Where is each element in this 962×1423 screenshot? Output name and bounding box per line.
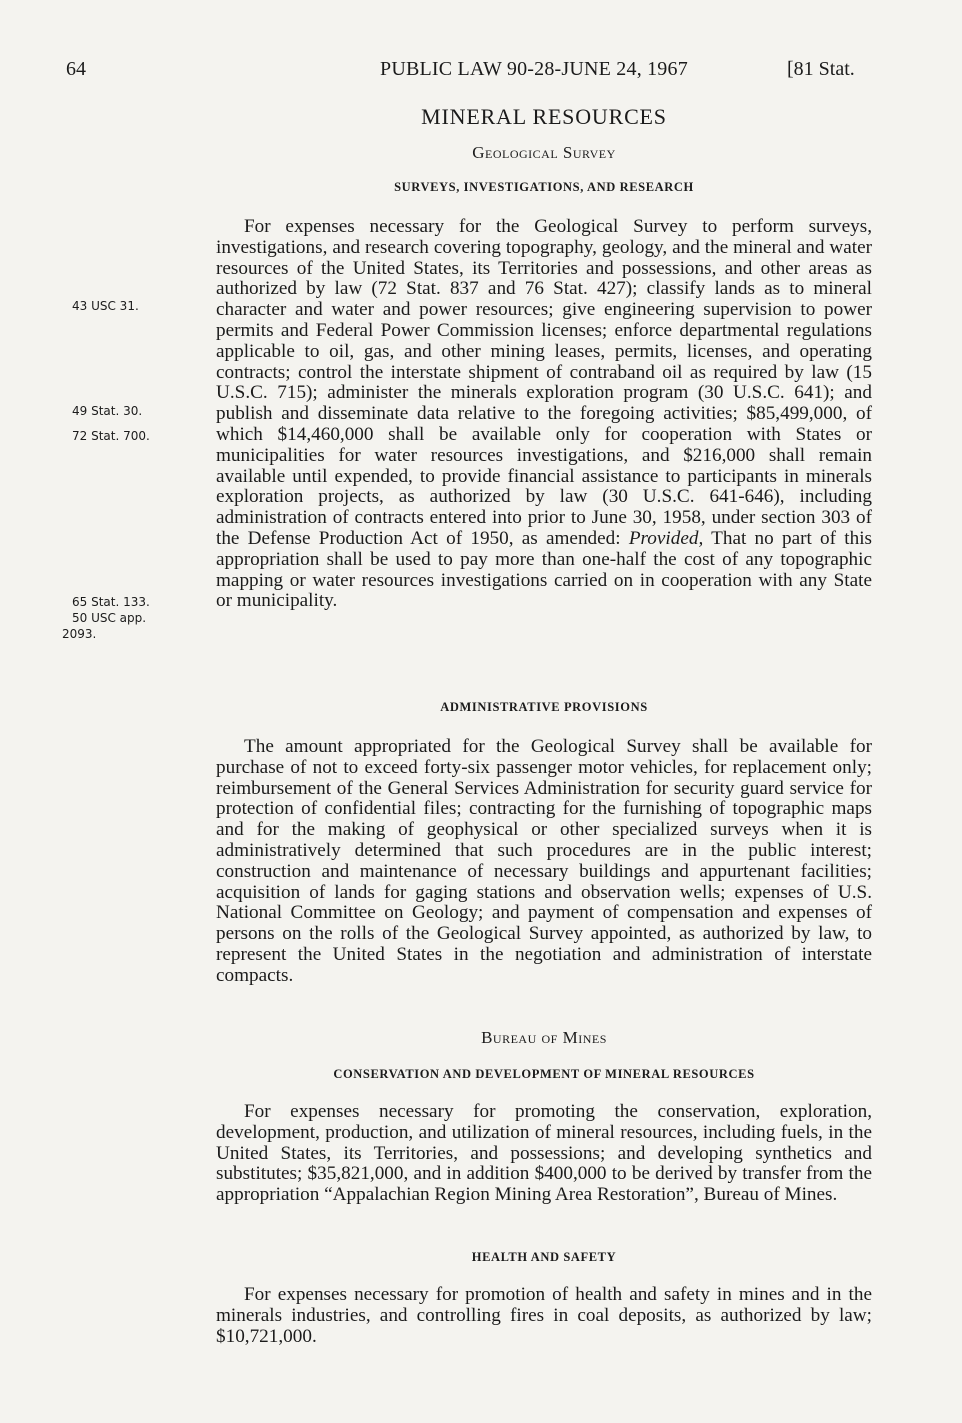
margin-note: 43 USC 31.: [72, 299, 139, 313]
page-number: 64: [66, 58, 86, 80]
paragraph: For expenses necessary for promoting the conservation, exploration, development, production, and utilization of mineral resources, including fuels, in the United States, its Territories, and possessions; and developing synthetics and substitutes; $35,821,000, and in addition $400,000 to be derived by transfer from the appropriation “Appalachian Region Mining Area Restoration”, Bureau of Mines.: [216, 1101, 872, 1206]
margin-note: 2093.: [62, 627, 97, 641]
paragraph-text: That no part of this appropriation shall be used to pay more than one-half the cost of any topographic mapping or water resources investigations carried on in cooperation with any State or municipality.: [216, 527, 873, 612]
margin-note: 72 Stat. 700.: [72, 429, 150, 443]
subsection-heading: ADMINISTRATIVE PROVISIONS: [440, 700, 648, 714]
subsection-heading: SURVEYS, INVESTIGATIONS, AND RESEARCH: [394, 180, 694, 194]
body-column: [216, 0, 872, 1423]
running-title: PUBLIC LAW 90-28-JUNE 24, 1967: [380, 58, 688, 80]
paragraph-text: For expenses necessary for the Geological Survey to perform surveys, investigations, and research covering topography, geology, and the mineral and water resources of the United States, its Territories and possessions, and other areas as authorized by law (72 Stat. 837 and 76 Stat. 427); classify lands as to mineral character and water and power resources; give engineering supervision to power permits and Federal Power Commission licenses; enforce departmental regulations applicable to oil, gas, and other mining leases, permits, licenses, and operating contracts; control the interstate shipment of contraband oil as required by law (15 U.S.C. 715); administer the minerals exploration program (30 U.S.C. 641); and publish and disseminate data relative to the foregoing activities; $85,499,000, of which $14,460,000 shall be available only for cooperation with States or municipalities for water resources investigations, and $216,000 shall remain available until expended, to provide financial assistance to participants in minerals exploration projects, as authorized by law (30 U.S.C. 641-646), including administration of contracts entered into prior to June 30, 1958, under section 303 of the Defense Production Act of 1950, as amended:: [216, 216, 872, 549]
statute-reference: [81 Stat.: [787, 58, 855, 80]
proviso-word: Provided,: [628, 527, 704, 549]
subsection-heading: HEALTH AND SAFETY: [471, 1250, 617, 1264]
agency-heading: Bureau of Mines: [481, 1028, 607, 1047]
margin-note: 65 Stat. 133.: [72, 595, 150, 609]
section-heading: MINERAL RESOURCES: [421, 104, 667, 129]
paragraph: For expenses necessary for promotion of health and safety in mines and in the minerals industries, and controlling fires in coal deposits, as authorized by law; $10,721,000.: [216, 1284, 872, 1347]
paragraph: [216, 217, 872, 612]
margin-note: 49 Stat. 30.: [72, 404, 143, 418]
margin-note: 50 USC app.: [72, 611, 147, 625]
agency-heading: Geological Survey: [472, 143, 616, 162]
subsection-heading: CONSERVATION AND DEVELOPMENT OF MINERAL RESOURCES: [333, 1067, 755, 1081]
paragraph: The amount appropriated for the Geological Survey shall be available for purchase of not to exceed forty-six passenger motor vehicles, for replacement only; reimbursement of the General Services Administration for security guard service for protection of confidential files; contracting for the furnishing of topographic maps and for the making of geophysical or other specialized surveys when it is administratively determined that such procedures are in the public interest; construction and maintenance of necessary buildings and appurtenant facilities; acquisition of lands for gaging stations and observation wells; expenses of U.S. National Committee on Geology; and payment of compensation and expenses of persons on the rolls of the Geological Survey appointed, as authorized by law, to represent the United States in the negotiation and administration of interstate compacts.: [216, 736, 872, 986]
